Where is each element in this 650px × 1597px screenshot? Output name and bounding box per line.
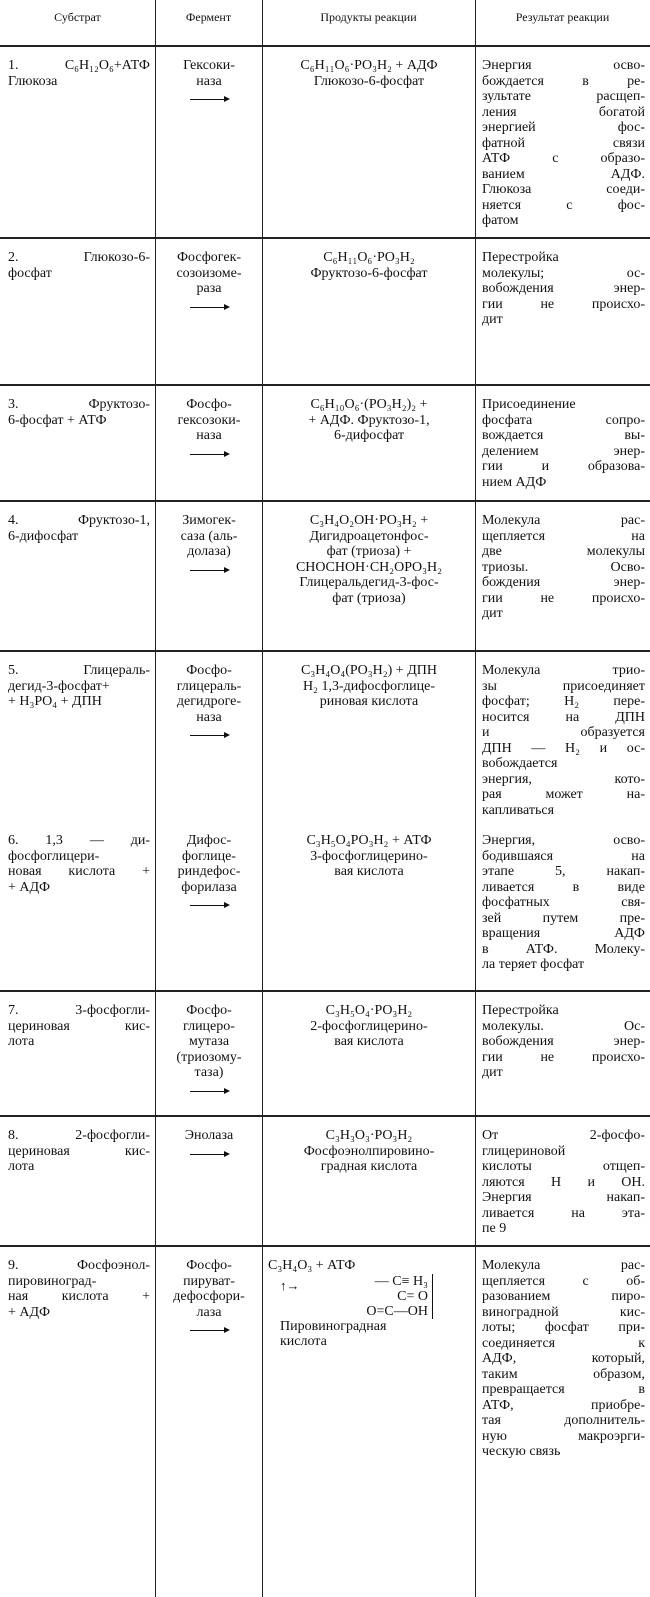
header-products: Продукты реакции (320, 10, 417, 24)
text-line: пируват- (183, 1273, 235, 1289)
text-line: 1. C₆H₁₂O₆+АТФ (8, 58, 150, 73)
enzyme-cell (160, 250, 258, 312)
formula-line: O=C—OH (366, 1303, 428, 1319)
return-arrow-icon: ↑→ (280, 1278, 300, 1293)
text-line: цериновая кис- (8, 1143, 150, 1159)
text-line: C₆H₁₁O₆·PO₃H₂ (323, 250, 415, 265)
text-line: разованием пиро- (482, 1289, 645, 1304)
text-line: нием АДФ (482, 474, 547, 490)
text-line: виноградной кис- (482, 1304, 645, 1320)
text-line: C₃H₄O₂OH·PO₃H₂ + (309, 513, 429, 528)
header-result: Результат реакции (515, 10, 610, 24)
text-line: + АДФ (8, 879, 51, 895)
text-line: АТФ с образо- (482, 151, 645, 166)
reaction-arrow-icon (190, 905, 228, 906)
text-line: новая кислота + (8, 864, 150, 879)
result-cell (482, 663, 645, 818)
text-line: наза (196, 73, 222, 89)
text-line: глицераль- (176, 678, 242, 694)
text-line: градная кислота (320, 1159, 418, 1174)
text-line: бождения энер- (482, 575, 645, 590)
text-line: Перестройка (482, 250, 559, 265)
text-line: лаза (196, 1304, 222, 1320)
formula-line: C= O (397, 1288, 428, 1304)
text-line: фатом (482, 213, 519, 228)
enzyme-cell (160, 397, 258, 459)
text-line: ляются H и OH. (482, 1174, 645, 1190)
products-cell (268, 663, 470, 710)
text-line: Молекула рас- (482, 513, 645, 528)
text-line: фат (триоза) (332, 590, 406, 606)
text-line: + АДФ. Фруктозо-1, (308, 412, 430, 428)
reaction-arrow-icon (190, 454, 228, 455)
text-line: гии и образова- (482, 459, 645, 474)
text-line: ная кислота + (8, 1289, 150, 1304)
result-cell (482, 397, 645, 490)
text-line: фат (триоза) + (326, 544, 412, 559)
header-enzyme: Фермент (185, 10, 232, 24)
text-line: C₃H₃O₃·PO₃H₂ (325, 1128, 413, 1143)
text-line: лота (8, 1034, 35, 1049)
text-line: две молекулы (482, 544, 645, 559)
text-line: фосфат (8, 265, 52, 281)
text-line: Фосфо- (186, 397, 232, 412)
column-divider (262, 0, 263, 1597)
column-divider (475, 0, 476, 1597)
text-line: 9. Фосфоэнол- (8, 1258, 150, 1273)
row-divider (0, 384, 650, 386)
structural-formula (358, 1274, 433, 1319)
text-line: тая дополнитель- (482, 1413, 645, 1428)
text-line: таза) (194, 1065, 224, 1080)
text-line: долаза) (187, 544, 231, 559)
text-line: вращения АДФ (482, 926, 645, 941)
reaction-arrow-icon (190, 570, 228, 571)
column-divider (155, 0, 156, 1597)
text-line: ную макроэрги- (482, 1428, 645, 1444)
text-line: Дигидроацетонфос- (309, 528, 429, 544)
text-line: Глюкозо-6-фосфат (313, 73, 425, 89)
substrate-cell (8, 250, 150, 281)
text-line: АДФ, который, (482, 1351, 645, 1366)
text-line: Энергия осво- (482, 58, 645, 73)
text-line: делением энер- (482, 443, 645, 459)
text-line: 4. Фруктозо-1, (8, 513, 150, 528)
text-line: мутаза (188, 1034, 230, 1049)
text-line: фосфоглицери- (8, 848, 100, 864)
result-cell (482, 513, 645, 622)
text-line: гексозоки- (177, 412, 241, 428)
result-cell (482, 250, 645, 328)
text-line: зы присоединяет (482, 678, 645, 694)
text-line: дегид-3-фосфат+ (8, 678, 110, 694)
text-line: фоглице- (182, 848, 236, 864)
reaction-arrow-icon (190, 1154, 228, 1155)
product-name-line: Пировиноградная (280, 1318, 387, 1334)
products-cell (268, 833, 470, 880)
text-line: ливается в виде (482, 879, 645, 895)
text-line: C₆H₁₀O₆·(PO₃H₂)₂ + (310, 397, 428, 412)
text-line: гии не происхо- (482, 1049, 645, 1065)
enzyme-cell (160, 1003, 258, 1096)
text-line: глицериновой (482, 1143, 566, 1159)
text-line: АТФ, приобре- (482, 1397, 645, 1413)
row-divider (0, 237, 650, 239)
enzyme-cell (160, 663, 258, 741)
text-line: Присоединение (482, 397, 576, 412)
text-line: Глюкоза (8, 73, 58, 89)
text-line: энергия, кото- (482, 771, 645, 787)
text-line: ливается на эта- (482, 1205, 645, 1221)
text-line: кислоты отщеп- (482, 1159, 645, 1174)
text-line: 7. 3-фосфогли- (8, 1003, 150, 1018)
text-line: вая кислота (334, 1034, 404, 1049)
enzyme-cell (160, 513, 258, 575)
products-cell (268, 250, 470, 281)
text-line: пировиноград- (8, 1273, 97, 1289)
substrate-cell (8, 58, 150, 89)
text-line: C₃H₅O₄·PO₃H₂ (325, 1003, 413, 1018)
enzyme-cell (160, 1128, 258, 1159)
text-line: Энолаза (184, 1128, 234, 1143)
result-cell (482, 1128, 645, 1237)
substrate-cell (8, 663, 150, 710)
products-cell (268, 1258, 470, 1350)
text-line: бодившаяся на (482, 848, 645, 864)
reaction-arrow-icon (190, 1091, 228, 1092)
substrate-cell (8, 833, 150, 895)
text-line: дефосфори- (173, 1289, 245, 1304)
text-line: дит (482, 1065, 503, 1080)
reaction-arrow-icon (190, 735, 228, 736)
text-line: дит (482, 606, 503, 621)
text-line: C₃H₄O₄(PO₃H₂) + ДПН (301, 663, 437, 678)
text-line: форилаза (181, 879, 237, 895)
text-line: пе 9 (482, 1221, 507, 1236)
text-line: няется с фос- (482, 197, 645, 213)
text-line: зультате расщеп- (482, 89, 645, 104)
text-line: 6-дифосфат (8, 528, 79, 544)
text-line: соединяется к (482, 1335, 645, 1351)
text-line: Фосфо- (186, 1003, 232, 1018)
text-line: риновая кислота (319, 694, 419, 709)
text-line: 6-фосфат + АТФ (8, 412, 107, 428)
row-divider (0, 1115, 650, 1117)
row-divider (0, 990, 650, 992)
text-line: Глицеральдегид-3-фос- (299, 575, 439, 590)
text-line: C₆H₁₁O₆·PO₃H₂ + АДФ (300, 58, 438, 73)
text-line: Энергия накап- (482, 1190, 645, 1205)
text-line: раза (196, 281, 222, 296)
products-cell (268, 513, 470, 606)
text-line: капливаться (482, 802, 555, 818)
text-line: вобождения энер- (482, 1034, 645, 1049)
products-cell (268, 58, 470, 89)
text-line: щепляется на (482, 528, 645, 544)
text-line: в АТФ. Молеку- (482, 941, 645, 957)
substrate-cell (8, 1003, 150, 1050)
result-cell (482, 1003, 645, 1081)
text-line: C₃H₅O₄PO₃H₂ + АТФ (306, 833, 432, 848)
text-line: C₃H₄O₃ + АТФ (268, 1258, 356, 1273)
text-line: CHOCHOH·CH₂OPO₃H₂ (295, 559, 443, 575)
text-line: риндефос- (177, 864, 241, 879)
text-line: превращается в (482, 1382, 645, 1397)
text-line: 8. 2-фосфогли- (8, 1128, 150, 1143)
text-line: Молекула рас- (482, 1258, 645, 1273)
text-line: вобождения энер- (482, 281, 645, 296)
substrate-cell (8, 1128, 150, 1175)
text-line: 3-фосфоглицерино- (310, 848, 428, 864)
text-line: зей путем пре- (482, 910, 645, 926)
text-line: вобождается (482, 756, 558, 771)
text-line: H₂ 1,3-дифосфоглице- (302, 678, 436, 694)
text-line: цериновая кис- (8, 1018, 150, 1034)
text-line: наза (196, 428, 222, 443)
reaction-arrow-icon (190, 99, 228, 100)
text-line: Фосфогек- (176, 250, 242, 265)
row-divider (0, 650, 650, 652)
products-cell (268, 1128, 470, 1175)
text-line: (триозому- (176, 1049, 242, 1065)
header-substrate: Субстрат (54, 10, 101, 24)
enzyme-cell (160, 833, 258, 911)
reaction-arrow-icon (190, 1330, 228, 1331)
row-divider (0, 45, 650, 47)
text-line: Энергия, осво- (482, 833, 645, 848)
products-cell (268, 1003, 470, 1050)
text-line: 6. 1,3 — ди- (8, 833, 150, 848)
text-line: щепляется с об- (482, 1273, 645, 1289)
substrate-cell (8, 1258, 150, 1320)
text-line: и образуется (482, 725, 645, 740)
text-line: фосфата сопро- (482, 412, 645, 428)
text-line: Фосфо- (186, 1258, 232, 1273)
text-line: Зимогек- (182, 513, 236, 528)
text-line: лота (8, 1159, 35, 1174)
text-line: + АДФ (8, 1304, 51, 1320)
text-line: 3. Фруктозо- (8, 397, 150, 412)
substrate-cell (8, 513, 150, 544)
text-line: лоты; фосфат при- (482, 1320, 645, 1335)
text-line: Молекула трио- (482, 663, 645, 678)
text-line: вая кислота (334, 864, 404, 879)
result-cell (482, 833, 645, 973)
text-line: Фруктозо-6-фосфат (310, 265, 428, 281)
text-line: От 2-фосфо- (482, 1128, 645, 1143)
text-line: саза (аль- (180, 528, 238, 544)
text-line: таким образом, (482, 1366, 645, 1382)
substrate-cell (8, 397, 150, 428)
text-line: вождается вы- (482, 428, 645, 443)
text-line: Фосфо- (186, 663, 232, 678)
text-line: дит (482, 312, 503, 327)
text-line: 5. Глицераль- (8, 663, 150, 678)
row-divider (0, 500, 650, 502)
text-line: рая может на- (482, 787, 645, 802)
text-line: 2-фосфоглицерино- (310, 1018, 428, 1034)
text-line: молекулы. Ос- (482, 1018, 645, 1034)
text-line: Глюкоза соеди- (482, 182, 645, 197)
text-line: ванием АДФ. (482, 166, 645, 182)
text-line: этапе 5, накап- (482, 864, 645, 879)
text-line: ления богатой (482, 104, 645, 120)
text-line: Гексоки- (183, 58, 235, 73)
text-line: Фосфоэнолпировино- (303, 1143, 435, 1159)
text-line: дегидроге- (176, 694, 242, 709)
enzyme-cell (160, 58, 258, 105)
row-divider (0, 1245, 650, 1247)
text-line: 6-дифосфат (333, 428, 405, 443)
text-line: фатной связи (482, 135, 645, 151)
text-line: Дифос- (186, 833, 232, 848)
text-line: ла теряет фосфат (482, 957, 585, 972)
formula-line: — C≡ H₃ (374, 1273, 428, 1289)
result-cell (482, 1258, 645, 1460)
text-line: глицеро- (183, 1018, 235, 1034)
text-line: гии не происхо- (482, 590, 645, 606)
product-name-line: кислота (280, 1334, 327, 1349)
text-line: ческую связь (482, 1444, 561, 1459)
reaction-arrow-icon (190, 307, 228, 308)
text-line: наза (196, 709, 222, 725)
enzyme-cell (160, 1258, 258, 1336)
text-line: бождается в ре- (482, 73, 645, 89)
text-line: гии не происхо- (482, 296, 645, 312)
text-line: 2. Глюкозо-6- (8, 250, 150, 265)
text-line: фосфат; H₂ пере- (482, 694, 645, 709)
text-line: триозы. Осво- (482, 559, 645, 575)
text-line: + H₃PO₄ + ДПН (8, 694, 102, 709)
text-line: Перестройка (482, 1003, 559, 1018)
text-line: молекулы; ос- (482, 265, 645, 281)
products-cell (268, 397, 470, 444)
text-line: фосфатных свя- (482, 895, 645, 910)
text-line: носится на ДПН (482, 709, 645, 725)
text-line: ДПН — H₂ и ос- (482, 740, 645, 756)
result-cell (482, 58, 645, 229)
text-line: созоизоме- (176, 265, 242, 281)
text-line: энергией фос- (482, 120, 645, 135)
